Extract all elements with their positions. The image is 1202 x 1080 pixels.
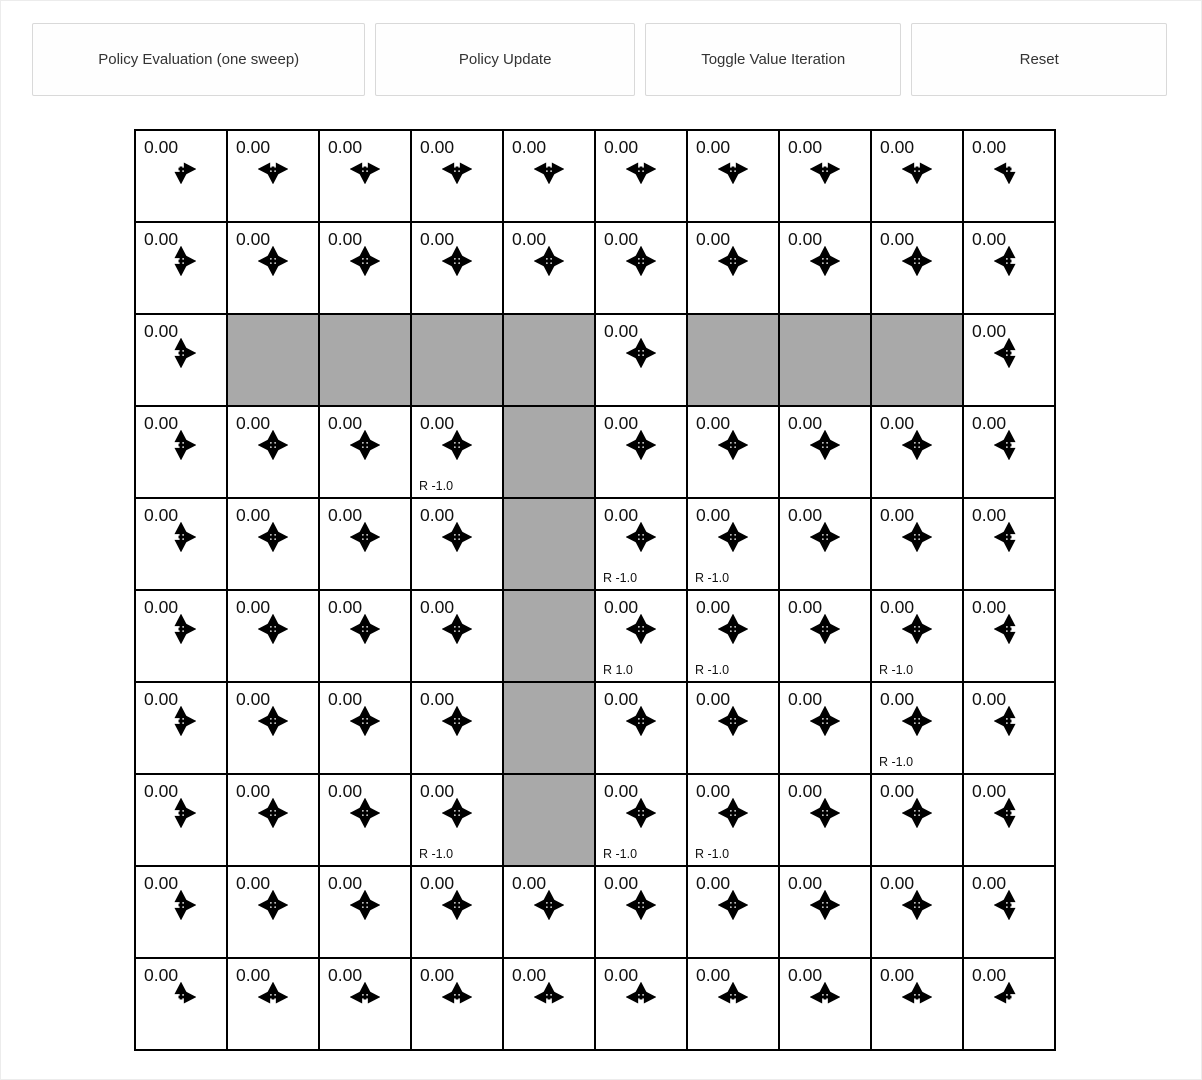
grid-cell[interactable] [596, 315, 686, 405]
cell-reward: R 1.0 [603, 663, 633, 677]
grid-cell[interactable] [228, 131, 318, 221]
cell-value: 0.00 [788, 505, 823, 525]
grid-cell[interactable] [596, 775, 686, 865]
policy-update-button[interactable]: Policy Update [375, 23, 635, 96]
policy-up-down-left-right-arrows-icon [412, 798, 502, 828]
wall-cell[interactable] [320, 315, 410, 405]
cell-value: 0.00 [604, 321, 639, 341]
grid-cell[interactable] [320, 407, 410, 497]
grid-cell[interactable] [596, 223, 686, 313]
grid-cell[interactable] [872, 775, 962, 865]
grid-cell[interactable] [320, 223, 410, 313]
policy-up-down-left-arrows-icon [964, 522, 1054, 552]
cell-reward: R -1.0 [695, 571, 730, 585]
grid-cell[interactable] [872, 683, 962, 773]
policy-up-down-right-arrows-icon [136, 706, 226, 736]
grid-cell[interactable] [136, 499, 226, 589]
policy-up-down-left-right-arrows-icon [320, 522, 410, 552]
grid-cell[interactable] [228, 683, 318, 773]
policy-up-down-left-right-arrows-icon [504, 246, 594, 276]
cell-value: 0.00 [420, 781, 455, 801]
policy-up-down-left-right-arrows-icon [412, 246, 502, 276]
grid-cell[interactable] [228, 407, 318, 497]
wall-cell[interactable] [780, 315, 870, 405]
policy-up-left-arrows-icon [964, 982, 1054, 1012]
grid-cell[interactable] [596, 131, 686, 221]
wall-cell[interactable] [504, 315, 594, 405]
policy-left-up-right-arrows-icon [320, 982, 410, 1012]
policy-up-down-left-right-arrows-icon [688, 706, 778, 736]
grid-cell[interactable] [412, 683, 502, 773]
cell-value: 0.00 [696, 781, 731, 801]
grid-cell[interactable] [688, 223, 778, 313]
grid-cell[interactable] [964, 683, 1054, 773]
cell-value: 0.00 [328, 597, 363, 617]
grid-cell[interactable] [228, 959, 318, 1049]
toggle-value-iteration-button[interactable]: Toggle Value Iteration [645, 23, 902, 96]
cell-value: 0.00 [144, 229, 179, 249]
grid-cell[interactable] [320, 775, 410, 865]
grid-cell[interactable] [872, 407, 962, 497]
policy-up-down-left-right-arrows-icon [872, 430, 962, 460]
policy-up-down-left-right-arrows-icon [320, 798, 410, 828]
cell-reward: R -1.0 [879, 755, 914, 769]
policy-up-down-left-right-arrows-icon [872, 522, 962, 552]
policy-up-down-right-arrows-icon [136, 798, 226, 828]
cell-value: 0.00 [880, 413, 915, 433]
grid-cell[interactable] [964, 407, 1054, 497]
grid-cell[interactable] [872, 499, 962, 589]
cell-value: 0.00 [604, 597, 639, 617]
policy-up-down-left-right-arrows-icon [688, 430, 778, 460]
grid-cell[interactable] [964, 591, 1054, 681]
grid-cell[interactable] [412, 499, 502, 589]
grid-cell[interactable] [596, 683, 686, 773]
cell-value: 0.00 [604, 505, 639, 525]
grid-cell[interactable] [596, 499, 686, 589]
grid-cell[interactable] [596, 591, 686, 681]
cell-value: 0.00 [788, 965, 823, 985]
grid-cell[interactable] [780, 499, 870, 589]
grid-cell[interactable] [872, 131, 962, 221]
policy-up-down-left-right-arrows-icon [688, 246, 778, 276]
policy-up-down-left-right-arrows-icon [780, 522, 870, 552]
policy-up-down-left-right-arrows-icon [688, 614, 778, 644]
cell-value: 0.00 [420, 505, 455, 525]
cell-value: 0.00 [236, 689, 271, 709]
policy-up-down-left-right-arrows-icon [412, 706, 502, 736]
grid-cell[interactable] [136, 223, 226, 313]
grid-cell[interactable] [136, 775, 226, 865]
grid-cell[interactable] [872, 867, 962, 957]
grid-cell[interactable] [688, 775, 778, 865]
grid-cell[interactable] [872, 223, 962, 313]
cell-value: 0.00 [788, 137, 823, 157]
policy-up-down-right-arrows-icon [136, 890, 226, 920]
grid-cell[interactable] [320, 867, 410, 957]
cell-value: 0.00 [420, 965, 455, 985]
policy-down-left-arrows-icon [964, 154, 1054, 184]
cell-value: 0.00 [972, 413, 1007, 433]
toolbar [32, 23, 1167, 96]
cell-value: 0.00 [604, 965, 639, 985]
policy-left-down-right-arrows-icon [412, 154, 502, 184]
grid-cell[interactable] [136, 867, 226, 957]
cell-value: 0.00 [880, 137, 915, 157]
cell-value: 0.00 [972, 965, 1007, 985]
cell-value: 0.00 [972, 229, 1007, 249]
policy-up-down-left-right-arrows-icon [780, 798, 870, 828]
cell-value: 0.00 [236, 229, 271, 249]
cell-value: 0.00 [696, 505, 731, 525]
policy-up-down-right-arrows-icon [136, 246, 226, 276]
policy-up-down-left-arrows-icon [964, 614, 1054, 644]
policy-up-down-left-right-arrows-icon [872, 706, 962, 736]
policy-up-down-left-right-arrows-icon [320, 890, 410, 920]
cell-value: 0.00 [604, 781, 639, 801]
cell-value: 0.00 [420, 137, 455, 157]
policy-up-down-left-right-arrows-icon [412, 430, 502, 460]
grid-cell[interactable] [412, 959, 502, 1049]
grid-cell[interactable] [964, 315, 1054, 405]
cell-value: 0.00 [144, 137, 179, 157]
policy-up-down-left-right-arrows-icon [596, 338, 686, 368]
cell-value: 0.00 [604, 689, 639, 709]
policy-up-down-left-right-arrows-icon [688, 890, 778, 920]
policy-up-down-left-right-arrows-icon [780, 890, 870, 920]
cell-value: 0.00 [880, 781, 915, 801]
policy-up-down-left-arrows-icon [964, 890, 1054, 920]
cell-value: 0.00 [972, 781, 1007, 801]
cell-value: 0.00 [880, 965, 915, 985]
cell-value: 0.00 [236, 873, 271, 893]
grid-cell[interactable] [688, 959, 778, 1049]
cell-value: 0.00 [880, 689, 915, 709]
grid-cell[interactable] [228, 591, 318, 681]
policy-up-down-left-right-arrows-icon [780, 246, 870, 276]
wall-cell[interactable] [504, 591, 594, 681]
cell-value: 0.00 [328, 689, 363, 709]
policy-left-down-right-arrows-icon [688, 154, 778, 184]
policy-left-up-right-arrows-icon [688, 982, 778, 1012]
grid-cell[interactable] [780, 591, 870, 681]
grid-cell[interactable] [596, 867, 686, 957]
grid-cell[interactable] [872, 959, 962, 1049]
cell-value: 0.00 [604, 873, 639, 893]
cell-reward: R -1.0 [419, 847, 454, 861]
cell-value: 0.00 [328, 965, 363, 985]
cell-reward: R -1.0 [603, 847, 638, 861]
policy-up-down-left-arrows-icon [964, 798, 1054, 828]
cell-value: 0.00 [144, 597, 179, 617]
grid-cell[interactable] [136, 591, 226, 681]
cell-reward: R -1.0 [603, 571, 638, 585]
policy-up-down-left-right-arrows-icon [412, 890, 502, 920]
policy-up-down-left-arrows-icon [964, 706, 1054, 736]
policy-up-down-left-right-arrows-icon [688, 798, 778, 828]
cell-value: 0.00 [880, 229, 915, 249]
cell-value: 0.00 [880, 597, 915, 617]
policy-up-down-left-arrows-icon [964, 430, 1054, 460]
policy-up-down-left-arrows-icon [964, 338, 1054, 368]
cell-value: 0.00 [144, 413, 179, 433]
cell-value: 0.00 [420, 689, 455, 709]
policy-up-right-arrows-icon [136, 982, 226, 1012]
cell-value: 0.00 [236, 965, 271, 985]
grid-cell[interactable] [136, 683, 226, 773]
grid-cell[interactable] [780, 775, 870, 865]
cell-value: 0.00 [236, 137, 271, 157]
grid-cell[interactable] [964, 499, 1054, 589]
policy-up-down-right-arrows-icon [136, 338, 226, 368]
policy-up-down-left-right-arrows-icon [504, 890, 594, 920]
cell-value: 0.00 [972, 505, 1007, 525]
cell-value: 0.00 [788, 781, 823, 801]
grid-cell[interactable] [412, 867, 502, 957]
grid-cell[interactable] [964, 867, 1054, 957]
cell-value: 0.00 [328, 229, 363, 249]
cell-value: 0.00 [144, 321, 179, 341]
grid-cell[interactable] [412, 775, 502, 865]
policy-up-down-left-right-arrows-icon [596, 706, 686, 736]
policy-up-down-left-right-arrows-icon [228, 430, 318, 460]
grid-cell[interactable] [228, 499, 318, 589]
grid-cell[interactable] [136, 131, 226, 221]
grid-cell[interactable] [320, 499, 410, 589]
cell-value: 0.00 [144, 965, 179, 985]
policy-up-down-left-right-arrows-icon [780, 614, 870, 644]
cell-value: 0.00 [236, 781, 271, 801]
cell-value: 0.00 [880, 505, 915, 525]
cell-value: 0.00 [144, 689, 179, 709]
cell-value: 0.00 [420, 413, 455, 433]
cell-value: 0.00 [696, 873, 731, 893]
cell-value: 0.00 [420, 873, 455, 893]
reset-button[interactable]: Reset [911, 23, 1167, 96]
grid-cell[interactable] [136, 407, 226, 497]
wall-cell[interactable] [504, 499, 594, 589]
policy-up-down-left-arrows-icon [964, 246, 1054, 276]
grid-cell[interactable] [964, 223, 1054, 313]
grid-cell[interactable] [964, 131, 1054, 221]
policy-left-up-right-arrows-icon [872, 982, 962, 1012]
grid-cell[interactable] [780, 683, 870, 773]
wall-cell[interactable] [228, 315, 318, 405]
policy-left-up-right-arrows-icon [780, 982, 870, 1012]
cell-value: 0.00 [788, 413, 823, 433]
cell-value: 0.00 [512, 873, 547, 893]
grid-cell[interactable] [688, 131, 778, 221]
policy-up-down-right-arrows-icon [136, 430, 226, 460]
policy-up-down-left-right-arrows-icon [596, 430, 686, 460]
policy-up-down-left-right-arrows-icon [780, 706, 870, 736]
policy-down-right-arrows-icon [136, 154, 226, 184]
grid-cell[interactable] [320, 131, 410, 221]
cell-value: 0.00 [696, 413, 731, 433]
grid-cell[interactable] [504, 131, 594, 221]
cell-value: 0.00 [696, 965, 731, 985]
wall-cell[interactable] [872, 315, 962, 405]
cell-value: 0.00 [236, 597, 271, 617]
policy-up-down-left-right-arrows-icon [228, 706, 318, 736]
cell-value: 0.00 [788, 873, 823, 893]
grid-cell[interactable] [780, 223, 870, 313]
grid-cell[interactable] [228, 867, 318, 957]
grid-cell[interactable] [872, 591, 962, 681]
policy-left-up-right-arrows-icon [412, 982, 502, 1012]
grid-cell[interactable] [320, 591, 410, 681]
wall-cell[interactable] [504, 407, 594, 497]
grid-cell[interactable] [228, 223, 318, 313]
grid-cell[interactable] [412, 131, 502, 221]
policy-up-down-left-right-arrows-icon [412, 522, 502, 552]
policy-up-down-left-right-arrows-icon [872, 614, 962, 644]
cell-value: 0.00 [604, 229, 639, 249]
policy-up-down-left-right-arrows-icon [228, 890, 318, 920]
grid-cell[interactable] [596, 407, 686, 497]
grid-cell[interactable] [228, 775, 318, 865]
cell-value: 0.00 [696, 229, 731, 249]
cell-reward: R -1.0 [419, 479, 454, 493]
cell-value: 0.00 [144, 781, 179, 801]
policy-up-down-left-right-arrows-icon [320, 614, 410, 644]
policy-up-down-left-right-arrows-icon [872, 890, 962, 920]
policy-left-down-right-arrows-icon [504, 154, 594, 184]
grid-cell[interactable] [688, 683, 778, 773]
wall-cell[interactable] [504, 775, 594, 865]
cell-value: 0.00 [972, 597, 1007, 617]
policy-up-down-left-right-arrows-icon [872, 246, 962, 276]
policy-up-down-left-right-arrows-icon [412, 614, 502, 644]
cell-value: 0.00 [696, 597, 731, 617]
cell-value: 0.00 [512, 229, 547, 249]
policy-up-down-left-right-arrows-icon [228, 614, 318, 644]
policy-left-down-right-arrows-icon [872, 154, 962, 184]
policy-left-up-right-arrows-icon [504, 982, 594, 1012]
policy-left-up-right-arrows-icon [596, 982, 686, 1012]
gridworld-grid [134, 129, 1056, 1051]
grid-cell[interactable] [964, 775, 1054, 865]
policy-up-down-left-right-arrows-icon [228, 798, 318, 828]
cell-value: 0.00 [512, 137, 547, 157]
policy-up-down-left-right-arrows-icon [320, 706, 410, 736]
policy-up-down-left-right-arrows-icon [228, 246, 318, 276]
cell-value: 0.00 [696, 689, 731, 709]
cell-value: 0.00 [604, 137, 639, 157]
policy-up-down-left-right-arrows-icon [596, 890, 686, 920]
grid-cell[interactable] [320, 683, 410, 773]
policy-up-down-left-right-arrows-icon [228, 522, 318, 552]
policy-up-down-left-right-arrows-icon [872, 798, 962, 828]
cell-value: 0.00 [880, 873, 915, 893]
cell-value: 0.00 [328, 505, 363, 525]
cell-value: 0.00 [972, 689, 1007, 709]
grid-cell[interactable] [320, 959, 410, 1049]
cell-value: 0.00 [236, 505, 271, 525]
grid-cell[interactable] [780, 131, 870, 221]
cell-value: 0.00 [972, 137, 1007, 157]
grid-cell[interactable] [688, 407, 778, 497]
grid-cell[interactable] [136, 959, 226, 1049]
cell-value: 0.00 [788, 229, 823, 249]
cell-value: 0.00 [328, 873, 363, 893]
policy-left-down-right-arrows-icon [228, 154, 318, 184]
policy-left-down-right-arrows-icon [320, 154, 410, 184]
policy-left-down-right-arrows-icon [780, 154, 870, 184]
policy-evaluation-button[interactable]: Policy Evaluation (one sweep) [32, 23, 365, 96]
wall-cell[interactable] [504, 683, 594, 773]
grid-cell[interactable] [688, 867, 778, 957]
cell-value: 0.00 [696, 137, 731, 157]
cell-value: 0.00 [972, 873, 1007, 893]
cell-reward: R -1.0 [695, 663, 730, 677]
grid-cell[interactable] [596, 959, 686, 1049]
policy-left-down-right-arrows-icon [596, 154, 686, 184]
cell-value: 0.00 [604, 413, 639, 433]
cell-value: 0.00 [420, 597, 455, 617]
cell-value: 0.00 [972, 321, 1007, 341]
policy-up-down-left-right-arrows-icon [688, 522, 778, 552]
policy-up-down-left-right-arrows-icon [596, 614, 686, 644]
grid-cell[interactable] [688, 499, 778, 589]
cell-value: 0.00 [328, 781, 363, 801]
cell-value: 0.00 [788, 689, 823, 709]
policy-up-down-left-right-arrows-icon [780, 430, 870, 460]
grid-cell[interactable] [504, 959, 594, 1049]
policy-up-down-right-arrows-icon [136, 522, 226, 552]
policy-up-down-left-right-arrows-icon [596, 246, 686, 276]
grid-cell[interactable] [780, 407, 870, 497]
grid-cell[interactable] [412, 223, 502, 313]
cell-value: 0.00 [512, 965, 547, 985]
wall-cell[interactable] [688, 315, 778, 405]
cell-value: 0.00 [788, 597, 823, 617]
policy-up-down-left-right-arrows-icon [320, 246, 410, 276]
grid-cell[interactable] [964, 959, 1054, 1049]
grid-cell[interactable] [780, 959, 870, 1049]
cell-reward: R -1.0 [695, 847, 730, 861]
policy-up-down-left-right-arrows-icon [596, 798, 686, 828]
cell-value: 0.00 [144, 505, 179, 525]
cell-value: 0.00 [328, 413, 363, 433]
grid-cell[interactable] [780, 867, 870, 957]
cell-value: 0.00 [236, 413, 271, 433]
grid-cell[interactable] [688, 591, 778, 681]
policy-up-down-left-right-arrows-icon [320, 430, 410, 460]
grid-cell[interactable] [412, 591, 502, 681]
policy-up-down-left-right-arrows-icon [596, 522, 686, 552]
wall-cell[interactable] [412, 315, 502, 405]
grid-cell[interactable] [412, 407, 502, 497]
cell-value: 0.00 [328, 137, 363, 157]
policy-left-up-right-arrows-icon [228, 982, 318, 1012]
grid-cell[interactable] [504, 223, 594, 313]
cell-value: 0.00 [144, 873, 179, 893]
cell-reward: R -1.0 [879, 663, 914, 677]
grid-cell[interactable] [136, 315, 226, 405]
grid-cell[interactable] [504, 867, 594, 957]
policy-up-down-right-arrows-icon [136, 614, 226, 644]
cell-value: 0.00 [420, 229, 455, 249]
